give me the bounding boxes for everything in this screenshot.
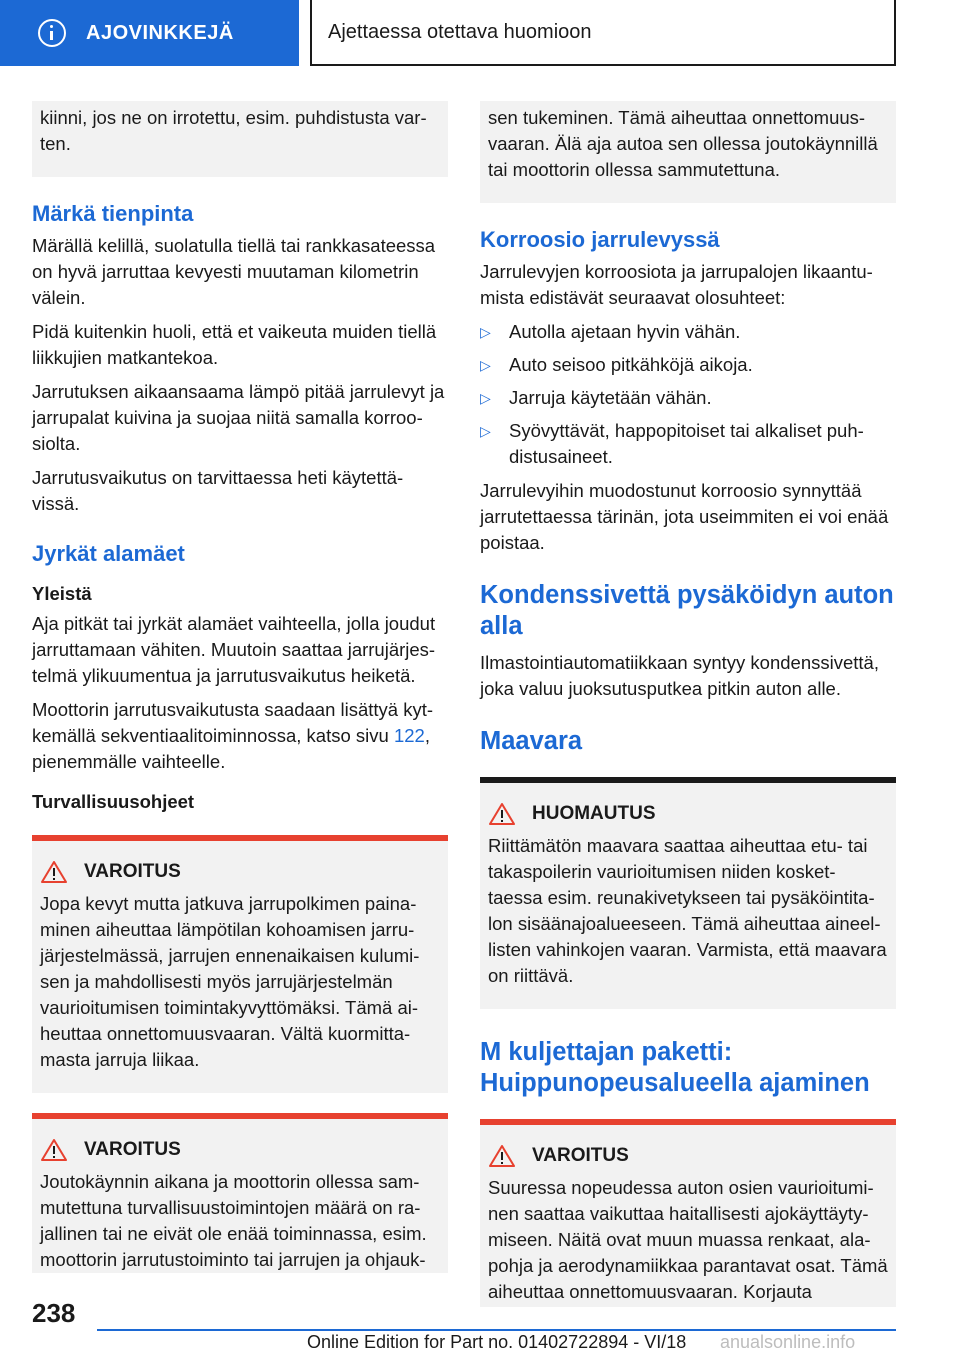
chapter-tab-label: AJOVINKKEJÄ — [86, 21, 234, 44]
paragraph: Pidä kuitenkin huoli, että et vaikeuta muiden tiellä liikkujien matkantekoa. — [32, 321, 437, 368]
page-number: 238 — [32, 1298, 76, 1328]
list-item: ▷ Jarruja käytetään vähän. — [480, 385, 896, 411]
paragraph: Aja pitkät tai jyrkät alamäet vaihteella, jolla joudut jarruttamaan vähiten. Muutoin saattaa jarrujärjes-telmä ylikuumentua ja jarrutusvaikutus heiketä. — [32, 613, 436, 686]
footer-divider — [97, 1329, 896, 1331]
paragraph: Märällä kelillä, suolatulla tiellä tai rankkasateessa on hyvä jarruttaa kevyesti muutaman kilometrin välein. — [32, 235, 436, 308]
heading-steep-downhill: Jyrkät alamäet — [32, 541, 185, 566]
heading-m-package: M kuljettajan paketti: Huippunopeusalueella ajaminen — [480, 1038, 870, 1097]
paragraph: Jarrutusvaikutus on tarvittaessa heti käytettä-vissä. — [32, 467, 404, 514]
warning-box — [32, 1113, 448, 1273]
warning-box — [480, 1119, 896, 1307]
chapter-tab[interactable] — [0, 0, 299, 66]
note-title-text: HUOMAUTUS — [532, 803, 656, 824]
continued-text-box — [32, 101, 448, 177]
right-column — [480, 101, 896, 1307]
warning-title — [488, 1143, 888, 1169]
warning-triangle-icon — [40, 1138, 68, 1162]
list-item: ▷ Syövyttävät, happopitoiset tai alkaliset puh-distusaineet. — [480, 418, 896, 470]
watermark: anualsonline.info — [720, 1332, 856, 1352]
paragraph-text: Moottorin jarrutusvaikutusta saadaan lisättyä kyt-kemällä sekventiaalitoiminnossa, katso sivu — [32, 699, 434, 746]
paragraph: Ilmastointiautomatiikkaan syntyy kondenssivettä, joka valuu juoksutusputkea pitkin auton alle. — [480, 652, 879, 699]
warning-title-text: VAROITUS — [532, 1145, 629, 1166]
page-link[interactable]: 122 — [393, 725, 425, 746]
warning-title — [40, 1137, 440, 1163]
section-title — [310, 0, 896, 66]
edition-info: Online Edition for Part no. 01402722894 - VI/18 — [307, 1332, 687, 1352]
section-title-text: Ajettaessa otettava huomioon — [328, 20, 592, 43]
warning-triangle-icon — [40, 860, 68, 884]
heading-wet-road: Märkä tienpinta — [32, 201, 194, 226]
paragraph: Jarrulevyihin muodostunut korroosio synnyttää jarrutettaessa tärinän, jota useimmiten ei voi enää poistaa. — [480, 480, 889, 553]
paragraph-text: , pienemmälle vaihteelle. — [32, 725, 430, 772]
warning-triangle-icon — [488, 1144, 516, 1168]
continued-text-box — [480, 101, 896, 203]
continued-text: sen tukeminen. Tämä aiheuttaa onnettomuus-vaaran. Älä aja autoa sen ollessa joutokäynnillä tai moottorin ollessa sammutettuna. — [488, 107, 878, 180]
warning-text: Suuressa nopeudessa auton osien vaurioitumi-nen saattaa vaikuttaa haitallisesti ajokäyttäyty-miseen. Näitä ovat muun muassa renkaat, ala-pohja ja aerodynamiikkaa parantavat osat. Tämä aiheuttaa onnettomuusvaaran. Korjauta — [488, 1177, 888, 1302]
note-title — [488, 801, 888, 827]
subheading-general: Yleistä — [32, 583, 92, 604]
bullet-list — [480, 319, 896, 470]
heading-condensation: Kondenssivettä pysäköidyn auton alla — [480, 581, 894, 640]
paragraph — [32, 697, 448, 775]
paragraph: Jarrulevyjen korroosiota ja jarrupalojen likaantu-mista edistävät seuraavat olosuhteet: — [480, 261, 873, 308]
heading-corrosion: Korroosio jarrulevyssä — [480, 227, 720, 252]
list-item: ▷ Auto seisoo pitkähköjä aikoja. — [480, 352, 896, 378]
note-text: Riittämätön maavara saattaa aiheuttaa etu- tai takaspoilerin vaurioitumisen niiden kosket-taessa esim. reunakivetykseen tai pysäköintita-lon sisäänajoalueeseen. Tämä aiheuttaa aineel-listen vahinkojen vaaran. Varmista, että maavara on riittävä. — [488, 835, 887, 986]
list-item: ▷ Autolla ajetaan hyvin vähän. — [480, 319, 896, 345]
warning-title-text: VAROITUS — [84, 1139, 181, 1160]
left-column — [32, 101, 448, 1273]
subheading-safety: Turvallisuusohjeet — [32, 791, 195, 812]
warning-text: Joutokäynnin aikana ja moottorin ollessa sam-mutettuna turvallisuustoimintojen määrä on ra-jallinen tai ne eivät ole enää toiminnassa, esim. moottorin jarrutustoiminto tai jarrujen ja ohjauk- — [40, 1171, 427, 1270]
info-icon — [38, 19, 66, 47]
continued-text: kiinni, jos ne on irrotettu, esim. puhdistusta var-ten. — [40, 107, 427, 154]
warning-title-text: VAROITUS — [84, 861, 181, 882]
warning-box — [32, 835, 448, 1093]
warning-title — [40, 859, 440, 885]
note-box — [480, 777, 896, 1009]
warning-text: Jopa kevyt mutta jatkuva jarrupolkimen paina-minen aiheuttaa lämpötilan kohoamisen jarru-järjestelmässä, jarrujen ennenaikaisen kulumi-sen ja mahdollisesti myös jarrujärjestelmän vaurioitumisen toimintakyvyttömäksi. Tämä ai-heuttaa onnettomuusvaaran. Vältä kuormitta-masta jarruja liikaa. — [40, 893, 420, 1070]
paragraph: Jarrutuksen aikaansaama lämpö pitää jarrulevyt ja jarrupalat kuivina ja suojaa niitä samalla korroo-siolta. — [32, 381, 445, 454]
heading-ground-clearance: Maavara — [480, 727, 583, 755]
warning-triangle-icon — [488, 802, 516, 826]
